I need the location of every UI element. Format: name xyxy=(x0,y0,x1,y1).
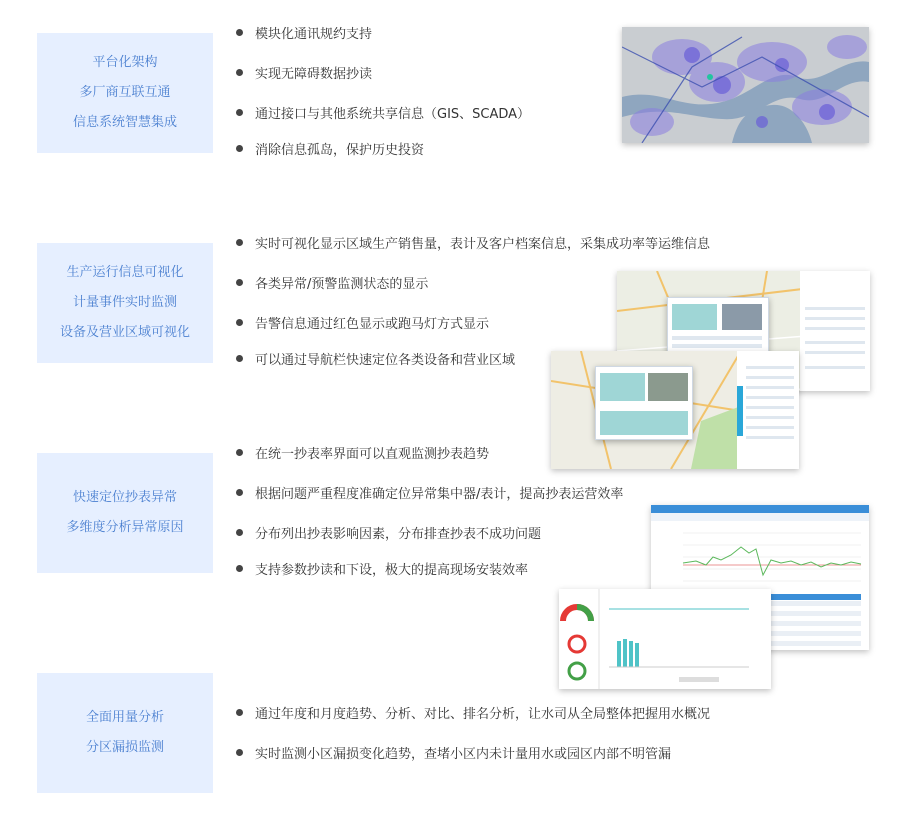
box-line: 多维度分析异常原因 xyxy=(66,520,184,535)
feature-box-visualization xyxy=(37,243,213,363)
bullet-text: 分布列出抄表影响因素，分布排查抄表不成功问题 xyxy=(255,527,542,542)
bullet-item xyxy=(236,139,424,158)
bullet-dot-icon xyxy=(236,449,243,456)
bullet-dot-icon xyxy=(236,565,243,572)
bullet-text: 通过年度和月度趋势、分析、对比、排名分析，让水司从全局整体把握用水概况 xyxy=(255,707,711,722)
bullet-item xyxy=(236,273,428,292)
bullet-item xyxy=(236,703,710,722)
bullet-item xyxy=(236,313,489,332)
bullet-dot-icon xyxy=(236,29,243,36)
box-line: 信息系统智慧集成 xyxy=(72,115,177,130)
bullet-text: 实现无障碍数据抄读 xyxy=(255,67,373,82)
box-line: 快速定位抄表异常 xyxy=(72,490,177,505)
bullet-dot-icon xyxy=(236,239,243,246)
feature-box-usage-analysis xyxy=(37,673,213,793)
bullet-dot-icon xyxy=(236,529,243,536)
box-line: 设备及营业区域可视化 xyxy=(59,325,190,340)
bullet-dot-icon xyxy=(236,319,243,326)
bullet-item xyxy=(236,233,710,252)
bullet-text: 告警信息通过红色显示或跑马灯方式显示 xyxy=(255,317,490,332)
bullet-item xyxy=(236,523,541,542)
bullet-text: 根据问题严重程度准确定位异常集中器/表计，提高抄表运营效率 xyxy=(255,487,624,502)
box-line: 计量事件实时监测 xyxy=(72,295,177,310)
box-line: 多厂商互联互通 xyxy=(79,85,171,100)
bullet-item xyxy=(236,483,623,502)
dashboard-screenshot xyxy=(559,589,771,689)
bullet-text: 实时可视化显示区域生产销售量，表计及客户档案信息，采集成功率等运维信息 xyxy=(255,237,711,252)
map-heatmap-svg xyxy=(622,27,869,143)
feature-box-meter-reading xyxy=(37,453,213,573)
gauge-icon xyxy=(563,607,591,621)
box-line: 分区漏损监测 xyxy=(85,740,164,755)
bullet-dot-icon xyxy=(236,355,243,362)
bullet-dot-icon xyxy=(236,279,243,286)
bullet-text: 消除信息孤岛，保护历史投资 xyxy=(255,143,425,158)
bullet-item xyxy=(236,743,671,762)
bullet-text: 实时监测小区漏损变化趋势，查堵小区内未计量用水或园区内部不明管漏 xyxy=(255,747,672,762)
bullet-dot-icon xyxy=(236,69,243,76)
map-heatmap-screenshot xyxy=(622,27,869,143)
ring-green-icon xyxy=(569,663,585,679)
trend-line xyxy=(683,547,861,575)
bullet-item xyxy=(236,23,372,42)
box-line: 全面用量分析 xyxy=(85,710,164,725)
bullet-item xyxy=(236,349,515,368)
bullet-dot-icon xyxy=(236,749,243,756)
box-line: 平台化架构 xyxy=(92,55,158,70)
ring-red-icon xyxy=(569,636,585,652)
bullet-item xyxy=(236,63,372,82)
bullet-dot-icon xyxy=(236,709,243,716)
bullet-item xyxy=(236,559,528,578)
bullet-text: 各类异常/预警监测状态的显示 xyxy=(255,277,429,292)
bullet-dot-icon xyxy=(236,489,243,496)
popup-panel xyxy=(595,366,693,440)
bullet-item xyxy=(236,103,530,122)
bullet-text: 在统一抄表率界面可以直观监测抄表趋势 xyxy=(255,447,490,462)
feature-box-platform xyxy=(37,33,213,153)
bullet-text: 通过接口与其他系统共享信息（GIS、SCADA） xyxy=(255,107,531,122)
popup-panel xyxy=(667,297,769,359)
bullet-text: 可以通过导航栏快速定位各类设备和营业区域 xyxy=(255,353,516,368)
map-monitor-screenshot-front xyxy=(551,351,799,469)
bullet-item xyxy=(236,443,489,462)
bullet-dot-icon xyxy=(236,109,243,116)
bullet-dot-icon xyxy=(236,145,243,152)
bullet-text: 支持参数抄读和下设，极大的提高现场安装效率 xyxy=(255,563,529,578)
box-line: 生产运行信息可视化 xyxy=(66,265,184,280)
dashboard-svg xyxy=(559,589,771,689)
bullet-text: 模块化通讯规约支持 xyxy=(255,27,373,42)
